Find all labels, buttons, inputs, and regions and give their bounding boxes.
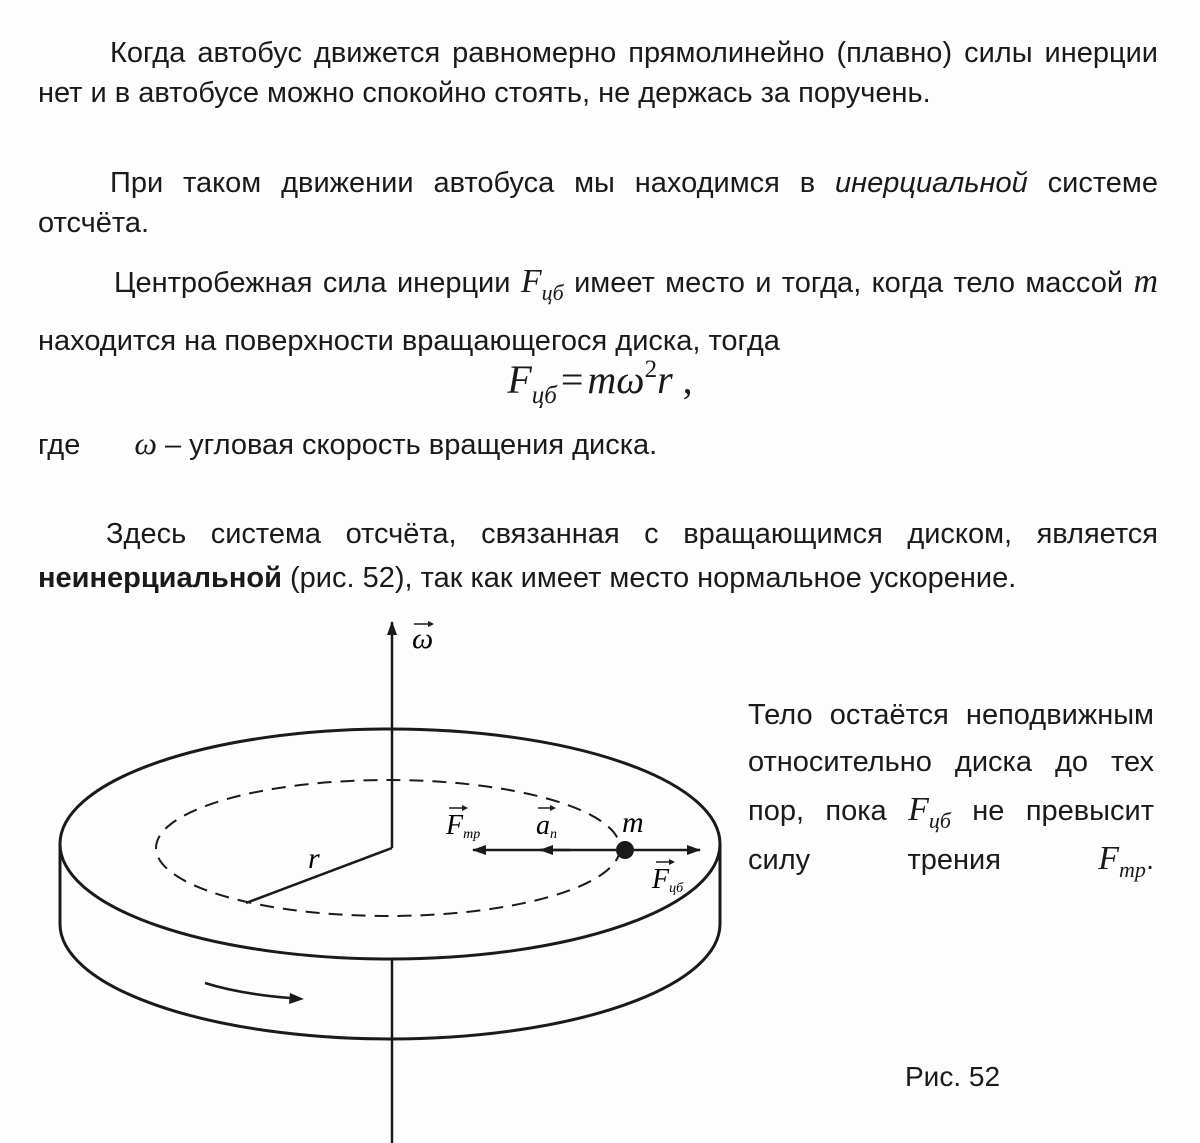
symbol-f-cb: $F_{цб}$ (520, 263, 564, 305)
rotation-arrow-tip (289, 993, 304, 1004)
rotation-direction-arrow (205, 983, 290, 998)
formula-centrifugal: $F_{цб} = m\omega^2r$ , (507, 356, 693, 409)
term-noninertial: неинерциальной (38, 562, 282, 594)
paragraph-inertial-frame: При таком движении автобуса мы находимся в инерциальной системе отсчёта. (38, 167, 1158, 239)
symbol-f-friction: $F_{тр}$ (1098, 840, 1146, 882)
paragraph-noninertial-frame: Здесь система отсчёта, связанная с вращающимся диском, является неинерциальной (рис. 52), так как имеет место нормальное ускорение. (38, 518, 1158, 594)
label-f-friction: Fтр (446, 810, 481, 842)
where-omega-definition: где ω – угловая скорость вращения диска. (38, 425, 658, 461)
paragraph-bus-uniform-motion: Когда автобус движется равномерно прямолинейно (плавно) силы инерции нет и в автобусе можно спокойно стоять, не держась за поручень. (38, 37, 1158, 109)
label-m: m (622, 806, 644, 839)
label-f-centrifugal: Fцб (652, 864, 684, 896)
symbol-m: m (1133, 263, 1159, 300)
label-omega: ω (412, 622, 434, 655)
orbit-dashed-circle (156, 780, 620, 916)
paragraph-centrifugal-force: Центробежная сила инерции $F_{цб}$ имеет место и тогда, когда тело массой m находится на поверхности вращающегося диска, тогда (38, 263, 1159, 357)
symbol-omega: ω (134, 425, 157, 461)
label-a-normal: an (536, 810, 557, 842)
figure-caption: Рис. 52 (905, 1061, 1001, 1092)
side-text-static-body: Тело остаётся неподвижным относительно диска до тех пор, пока $F_{цб}$ не превысит силу трения $F_{тр}$. (748, 699, 1155, 882)
symbol-f-cb-side: $F_{цб}$ (908, 791, 951, 833)
term-inertial: инерциальной (835, 167, 1028, 199)
disk-bottom-rim (60, 924, 720, 1039)
label-r: r (308, 842, 320, 875)
body-mass-dot (616, 841, 634, 859)
